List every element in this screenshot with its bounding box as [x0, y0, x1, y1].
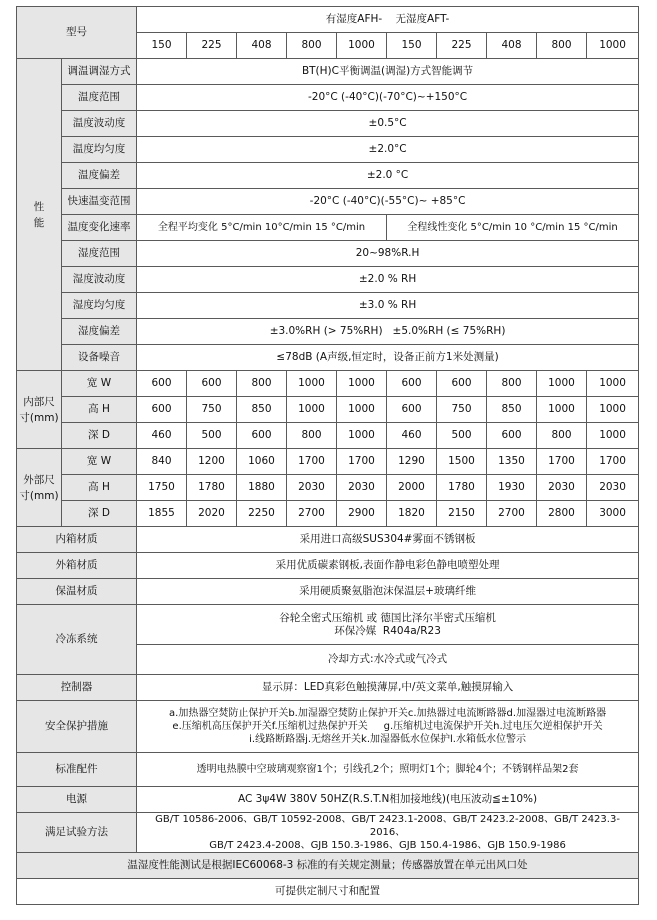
perf-row-value: ±2.0°C [137, 137, 639, 163]
performance-group-text: 性 能 [33, 200, 45, 229]
size-cell: 1000 [337, 33, 387, 59]
perf-row-label: 温度偏差 [62, 163, 137, 189]
dim-cell: 2030 [537, 475, 587, 501]
dim-cell: 1000 [337, 423, 387, 449]
perf-row-value: ±2.0 °C [137, 163, 639, 189]
size-cell: 408 [487, 33, 537, 59]
controller-label: 控制器 [17, 675, 137, 701]
perf-row-label: 调温调湿方式 [62, 59, 137, 85]
perf-row-label: 温度范围 [62, 85, 137, 111]
dim-cell: 500 [437, 423, 487, 449]
standards-cell [137, 813, 639, 853]
dim-cell: 1780 [187, 475, 237, 501]
series-label [137, 7, 639, 33]
dim-cell: 850 [237, 397, 287, 423]
cooling-compressor-text: 谷轮全密式压缩机 或 德国比泽尔半密式压缩机 [279, 611, 496, 624]
size-cell: 1000 [587, 33, 639, 59]
spec-sheet [16, 6, 638, 905]
inner-material-label: 内箱材质 [17, 527, 137, 553]
perf-row-label: 湿度范围 [62, 241, 137, 267]
power-label: 电源 [17, 787, 137, 813]
inner-material-value: 采用进口高级SUS304#雾面不锈钢板 [137, 527, 639, 553]
dim-cell: 800 [287, 423, 337, 449]
dim-cell: 2030 [337, 475, 387, 501]
dim-cell: 2700 [287, 501, 337, 527]
dim-cell: 1700 [537, 449, 587, 475]
dim-cell: 1000 [337, 371, 387, 397]
safety-cell [137, 701, 639, 753]
size-cell: 800 [287, 33, 337, 59]
perf-row-label: 温度波动度 [62, 111, 137, 137]
safety-line: a.加热器空焚防止保护开关b.加湿器空焚防止保护开关c.加热器过电流断路器d.加湿器过电流断路器 [169, 708, 607, 719]
dim-cell: 1000 [337, 397, 387, 423]
outer-size-group-text: 外部尺 寸(mm) [19, 473, 59, 502]
dim-cell: 1700 [587, 449, 639, 475]
dim-cell: 2000 [387, 475, 437, 501]
size-cell: 225 [187, 33, 237, 59]
dim-cell: 1700 [287, 449, 337, 475]
inner-row-label: 宽 W [62, 371, 137, 397]
perf-row-label: 湿度均匀度 [62, 293, 137, 319]
standards-line: GB/T 2423.4-2008、GJB 150.3-1986、GJB 150.4-1986、GJB 150.9-1986 [209, 840, 566, 851]
cooling-refrigerant-text: 环保冷媒 R404a/R23 [334, 624, 441, 637]
perf-row-value: 20~98%R.H [137, 241, 639, 267]
size-cell: 150 [387, 33, 437, 59]
dim-cell: 750 [437, 397, 487, 423]
size-cell: 225 [437, 33, 487, 59]
dim-cell: 1880 [237, 475, 287, 501]
model-label: 型号 [17, 7, 137, 59]
dim-cell: 750 [187, 397, 237, 423]
perf-row-value: ±0.5°C [137, 111, 639, 137]
performance-group-label [17, 59, 62, 371]
inner-row-label: 深 D [62, 423, 137, 449]
dim-cell: 600 [387, 397, 437, 423]
perf-row-label: 湿度波动度 [62, 267, 137, 293]
dim-cell: 1200 [187, 449, 237, 475]
standards-label: 满足试验方法 [17, 813, 137, 853]
dim-cell: 500 [187, 423, 237, 449]
dim-cell: 1000 [287, 371, 337, 397]
dim-cell: 1060 [237, 449, 287, 475]
perf-row-label: 设备噪音 [62, 345, 137, 371]
footnote-custom: 可提供定制尺寸和配置 [17, 879, 639, 905]
perf-row-label: 快速温变范围 [62, 189, 137, 215]
outer-row-label: 宽 W [62, 449, 137, 475]
dim-cell: 1350 [487, 449, 537, 475]
perf-row-label: 湿度偏差 [62, 319, 137, 345]
cooling-method-value: 冷却方式:水冷式或气冷式 [137, 645, 639, 675]
outer-material-label: 外箱材质 [17, 553, 137, 579]
outer-row-label: 高 H [62, 475, 137, 501]
accessories-value: 透明电热膜中空玻璃观察窗1个；引线孔2个；照明灯1个；脚轮4个；不锈钢样品架2套 [137, 753, 639, 787]
rate-average-value: 全程平均变化 5°C/min 10°C/min 15 °C/min [137, 215, 387, 241]
dim-cell: 1000 [587, 397, 639, 423]
dim-cell: 2150 [437, 501, 487, 527]
size-cell: 408 [237, 33, 287, 59]
perf-row-label: 温度变化速率 [62, 215, 137, 241]
dim-cell: 600 [137, 397, 187, 423]
dim-cell: 1820 [387, 501, 437, 527]
perf-row-value: BT(H)C平衡调温(调湿)方式智能调节 [137, 59, 639, 85]
cooling-compressor-cell [137, 605, 639, 645]
dim-cell: 1500 [437, 449, 487, 475]
outer-size-group-label [17, 449, 62, 527]
perf-row-value: ±2.0 % RH [137, 267, 639, 293]
size-cell: 150 [137, 33, 187, 59]
safety-label: 安全保护措施 [17, 701, 137, 753]
standards-line: GB/T 10586-2006、GB/T 10592-2008、GB/T 2423.1-2008、GB/T 2423.2-2008、GB/T 2423.3-2016、 [155, 814, 620, 838]
dim-cell: 1000 [537, 397, 587, 423]
dim-cell: 2030 [587, 475, 639, 501]
dim-cell: 1290 [387, 449, 437, 475]
dim-cell: 1000 [587, 371, 639, 397]
dim-cell: 1855 [137, 501, 187, 527]
dim-cell: 600 [487, 423, 537, 449]
controller-value: 显示屏：LED真彩色触摸薄屏,中/英文菜单,触摸屏输入 [137, 675, 639, 701]
insulation-label: 保温材质 [17, 579, 137, 605]
perf-row-label: 温度均匀度 [62, 137, 137, 163]
spec-table [16, 6, 639, 905]
series-label-text: 有湿度AFH- 无湿度AFT- [325, 13, 450, 25]
outer-material-value: 采用优质碳素钢板,表面作静电彩色静电喷塑处理 [137, 553, 639, 579]
dim-cell: 1700 [337, 449, 387, 475]
dim-cell: 600 [187, 371, 237, 397]
dim-cell: 2030 [287, 475, 337, 501]
outer-row-label: 深 D [62, 501, 137, 527]
dim-cell: 800 [537, 423, 587, 449]
dim-cell: 460 [387, 423, 437, 449]
inner-row-label: 高 H [62, 397, 137, 423]
rate-linear-value: 全程线性变化 5°C/min 10 °C/min 15 °C/min [387, 215, 639, 241]
safety-line: e.压缩机高压保护开关f.压缩机过热保护开关 g.压缩机过电流保护开关h.过电压欠逆相保护开关 [172, 721, 603, 732]
dim-cell: 600 [387, 371, 437, 397]
safety-line: i.线路断路器j.无熔丝开关k.加湿器低水位保护l.水箱低水位警示 [249, 734, 526, 745]
dim-cell: 2020 [187, 501, 237, 527]
cooling-label: 冷冻系统 [17, 605, 137, 675]
insulation-value: 采用硬质聚氨脂泡沫保温层+玻璃纤维 [137, 579, 639, 605]
dim-cell: 850 [487, 397, 537, 423]
dim-cell: 1930 [487, 475, 537, 501]
size-cell: 800 [537, 33, 587, 59]
dim-cell: 800 [487, 371, 537, 397]
perf-row-value: -20°C (-40°C)(-55°C)~ +85°C [137, 189, 639, 215]
dim-cell: 600 [437, 371, 487, 397]
inner-size-group-text: 内部尺 寸(mm) [19, 395, 59, 424]
dim-cell: 2900 [337, 501, 387, 527]
dim-cell: 2700 [487, 501, 537, 527]
dim-cell: 600 [237, 423, 287, 449]
perf-row-value: ±3.0 % RH [137, 293, 639, 319]
dim-cell: 1000 [287, 397, 337, 423]
dim-cell: 1780 [437, 475, 487, 501]
dim-cell: 3000 [587, 501, 639, 527]
dim-cell: 840 [137, 449, 187, 475]
accessories-label: 标准配件 [17, 753, 137, 787]
inner-size-group-label [17, 371, 62, 449]
dim-cell: 600 [137, 371, 187, 397]
power-value: AC 3ψ4W 380V 50HZ(R.S.T.N相加接地线)(电压波动≦±10%) [137, 787, 639, 813]
dim-cell: 1000 [587, 423, 639, 449]
perf-row-value: ±3.0%RH (> 75%RH) ±5.0%RH (≤ 75%RH) [137, 319, 639, 345]
dim-cell: 460 [137, 423, 187, 449]
perf-row-value: ≤78dB (A声级,恒定时，设备正前方1米处测量) [137, 345, 639, 371]
dim-cell: 1000 [537, 371, 587, 397]
dim-cell: 2250 [237, 501, 287, 527]
perf-row-value: -20°C (-40°C)(-70°C)~+150°C [137, 85, 639, 111]
footnote-measurement: 温湿度性能测试是根据IEC60068-3 标准的有关规定测量；传感器放置在单元出风口处 [17, 853, 639, 879]
dim-cell: 2800 [537, 501, 587, 527]
dim-cell: 800 [237, 371, 287, 397]
dim-cell: 1750 [137, 475, 187, 501]
